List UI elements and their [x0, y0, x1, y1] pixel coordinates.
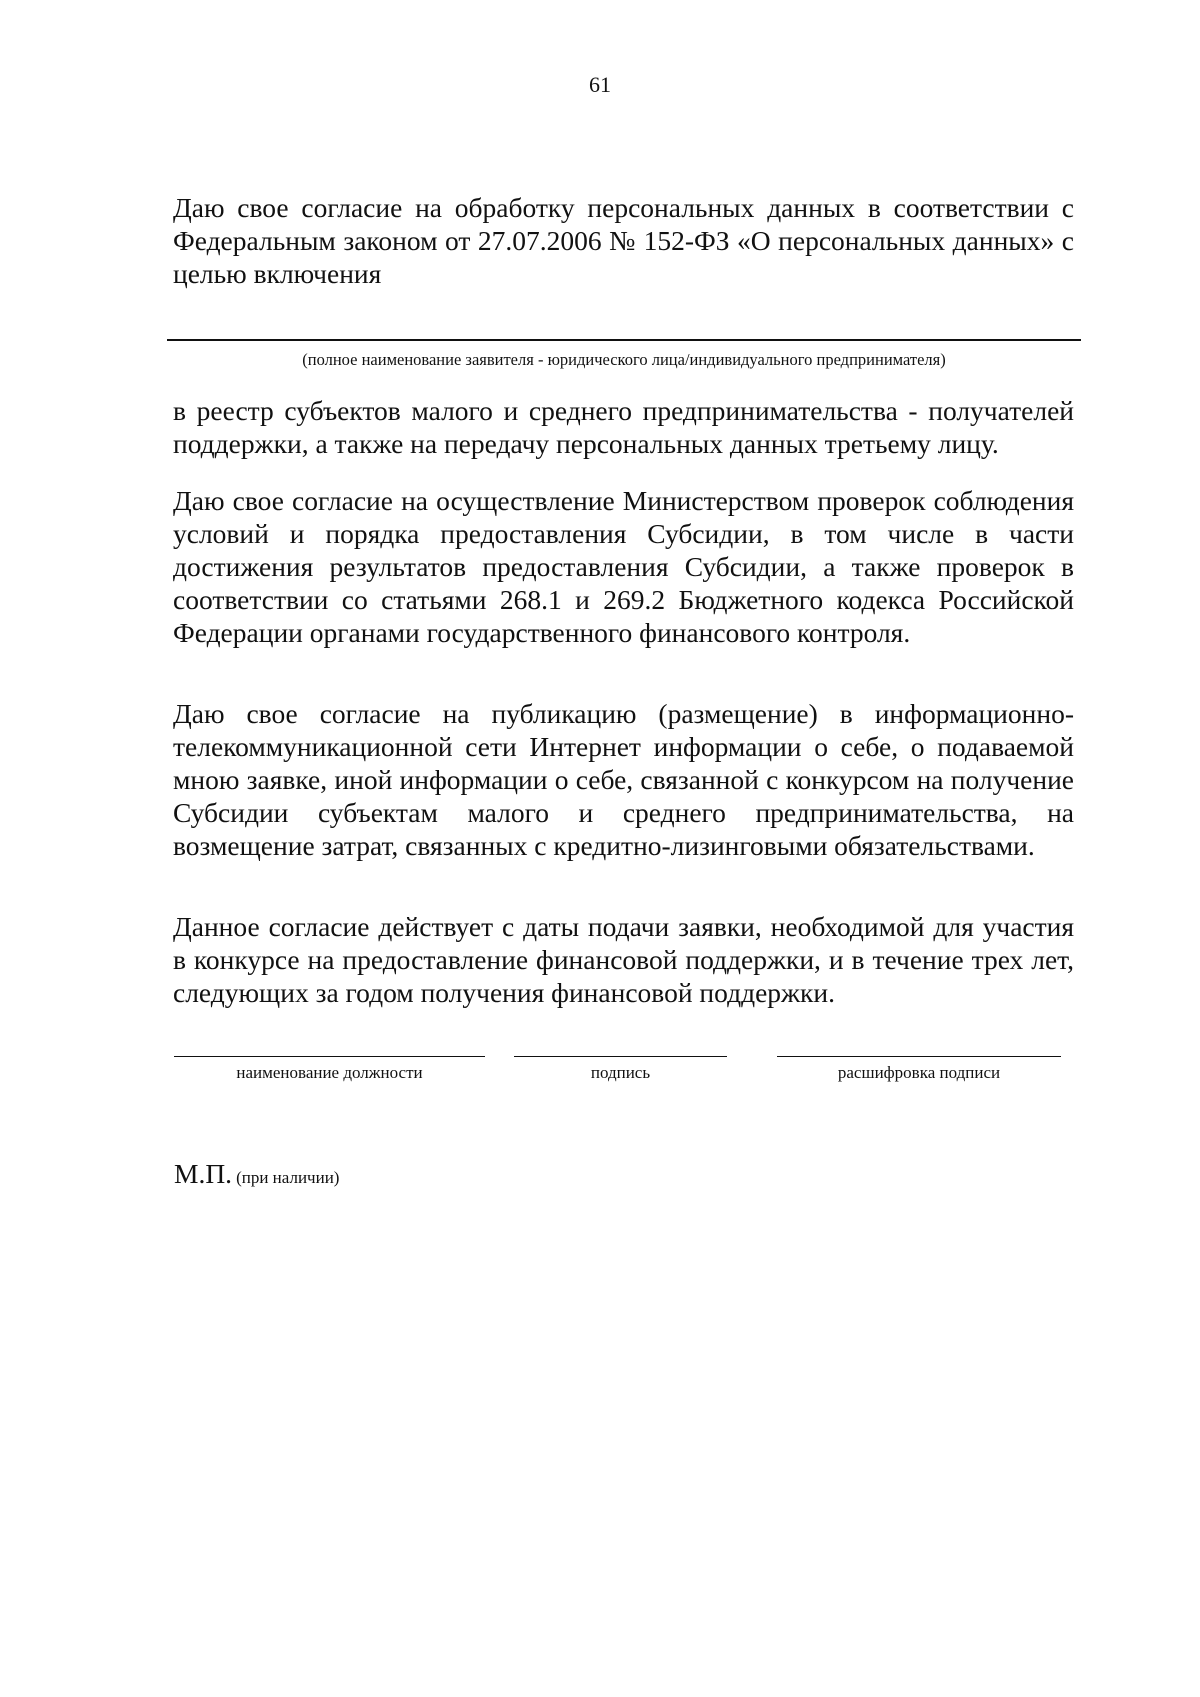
stamp-label: М.П.	[174, 1158, 233, 1189]
stamp-note: (при наличии)	[236, 1168, 340, 1187]
applicant-name-line[interactable]	[167, 339, 1081, 341]
consent-publication-paragraph: Даю свое согласие на публикацию (размещение) в информационно-телекоммуникационной сети Интернет информации о себе, о подаваемой мною заявке, иной информации о себе, связанной с конкурсом на получение Субсидии субъектам малого и среднего предпринимательства, на возмещение затрат, связанных с кредитно-лизинговыми обязательствами.	[173, 698, 1074, 861]
applicant-name-caption: (полное наименование заявителя - юридического лица/индивидуального предпринимателя)	[302, 350, 946, 369]
signature-line[interactable]	[514, 1056, 727, 1057]
consent-validity-paragraph: Данное согласие действует с даты подачи заявки, необходимой для участия в конкурсе на предоставление финансовой поддержки, и в течение трех лет, следующих за годом получения финансовой поддержки.	[173, 911, 1074, 1008]
page-number: 61	[589, 72, 611, 97]
consent-intro-paragraph: Даю свое согласие на обработку персональных данных в соответствии с Федеральным законом от 27.07.2006 № 152-ФЗ «О персональных данных» с целью включения	[173, 192, 1074, 289]
consent-registry-paragraph: в реестр субъектов малого и среднего предпринимательства - получателей поддержки, а также на передачу персональных данных третьему лицу.	[173, 395, 1074, 459]
signature-decoding-caption: расшифровка подписи	[837, 1063, 1001, 1082]
signature-caption: подпись	[590, 1063, 651, 1082]
stamp-block	[174, 1158, 339, 1190]
consent-inspections-paragraph: Даю свое согласие на осуществление Министерством проверок соблюдения условий и порядка предоставления Субсидии, в том числе в части достижения результатов предоставления Субсидии, а также проверок в соответствии со статьями 268.1 и 269.2 Бюджетного кодекса Российской Федерации органами государственного финансового контроля.	[173, 485, 1074, 648]
position-caption: наименование должности	[236, 1063, 423, 1082]
signature-decoding-line[interactable]	[777, 1056, 1061, 1057]
position-signature-line[interactable]	[174, 1056, 485, 1057]
